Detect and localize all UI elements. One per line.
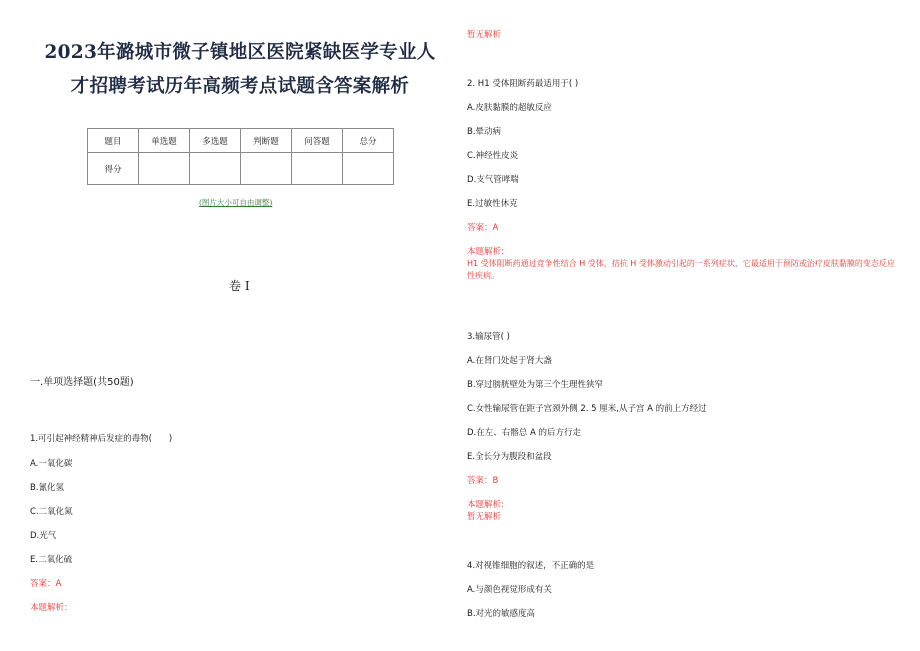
q2-option: D.支气管哮喘 — [467, 175, 519, 185]
q1-answer: 答案：A — [30, 579, 62, 589]
q1-option: B.氰化氢 — [30, 483, 65, 493]
q1-analysis-label: 本题解析： — [30, 603, 73, 613]
score-cell — [241, 153, 292, 185]
q3-answer: 答案：B — [467, 476, 499, 486]
q1-stem: 1.可引起神经精神后发症的毒物( ) — [30, 434, 173, 444]
score-cell — [139, 153, 190, 185]
q3-stem: 3.输尿管( ) — [467, 332, 510, 342]
q4-stem: 4.对视锥细胞的叙述，不正确的是 — [467, 561, 595, 571]
q1-option: D.光气 — [30, 531, 57, 541]
score-table-header: 总分 — [343, 129, 394, 153]
q1-option: C.二氧化氮 — [30, 507, 73, 517]
score-cell — [343, 153, 394, 185]
document-title-line2: 才招聘考试历年高频考点试题含答案解析 — [70, 76, 410, 97]
score-table-header: 单选题 — [139, 129, 190, 153]
q2-option: A.皮肤黏膜的超敏反应 — [467, 103, 552, 113]
q2-option: B.晕动病 — [467, 127, 502, 137]
q4-option: A.与颜色视觉形成有关 — [467, 585, 552, 595]
score-table-header: 题目 — [88, 129, 139, 153]
score-table — [87, 128, 394, 185]
q3-option: A.在肾门处起于肾大盏 — [467, 356, 552, 366]
q3-option: C.女性输尿管在距子宫颈外侧 2. 5 厘米,从子宫 A 的前上方经过 — [467, 404, 707, 414]
q1-option: A.一氧化碳 — [30, 459, 73, 469]
document-title-line1: 2023年潞城市微子镇地区医院紧缺医学专业人 — [44, 42, 436, 63]
section-heading: 一.单项选择题(共50题) — [30, 377, 134, 388]
image-caption: (图片大小可自由调整) — [199, 198, 273, 207]
q3-analysis-text: 暂无解析 — [467, 512, 502, 522]
q3-option: E.全长分为腹段和盆段 — [467, 452, 552, 462]
q2-option: E.过敏性休克 — [467, 199, 518, 209]
q2-analysis-text: H1 受体阻断药通过竞争性结合 H 受体，拮抗 H 受体激动引起的一系列症状，它最适用于预防或治疗皮肤黏膜的变态反应性疾病。 — [467, 259, 895, 280]
q2-analysis-label: 本题解析: — [467, 247, 504, 257]
q3-analysis-label: 本题解析: — [467, 500, 504, 510]
score-cell — [190, 153, 241, 185]
q4-option: B.对光的敏感度高 — [467, 609, 536, 619]
score-table-header-row — [88, 129, 394, 153]
score-cell — [292, 153, 343, 185]
score-table-header: 多选题 — [190, 129, 241, 153]
volume-label: 卷 I — [229, 279, 250, 293]
score-row-label: 得分 — [88, 153, 139, 185]
q1-analysis-text: 暂无解析 — [467, 30, 502, 40]
q2-option: C.神经性皮炎 — [467, 151, 519, 161]
score-table-score-row — [88, 153, 394, 185]
score-table-header: 问答题 — [292, 129, 343, 153]
q2-answer: 答案：A — [467, 223, 499, 233]
q2-stem: 2. H1 受体阻断药最适用于( ) — [467, 79, 579, 89]
q3-option: B.穿过膀胱壁处为第三个生理性狭窄 — [467, 380, 604, 390]
score-table-header: 判断题 — [241, 129, 292, 153]
q3-option: D.在左、右髂总 A 的后方行走 — [467, 428, 581, 438]
q1-option: E.二氧化硫 — [30, 555, 73, 565]
